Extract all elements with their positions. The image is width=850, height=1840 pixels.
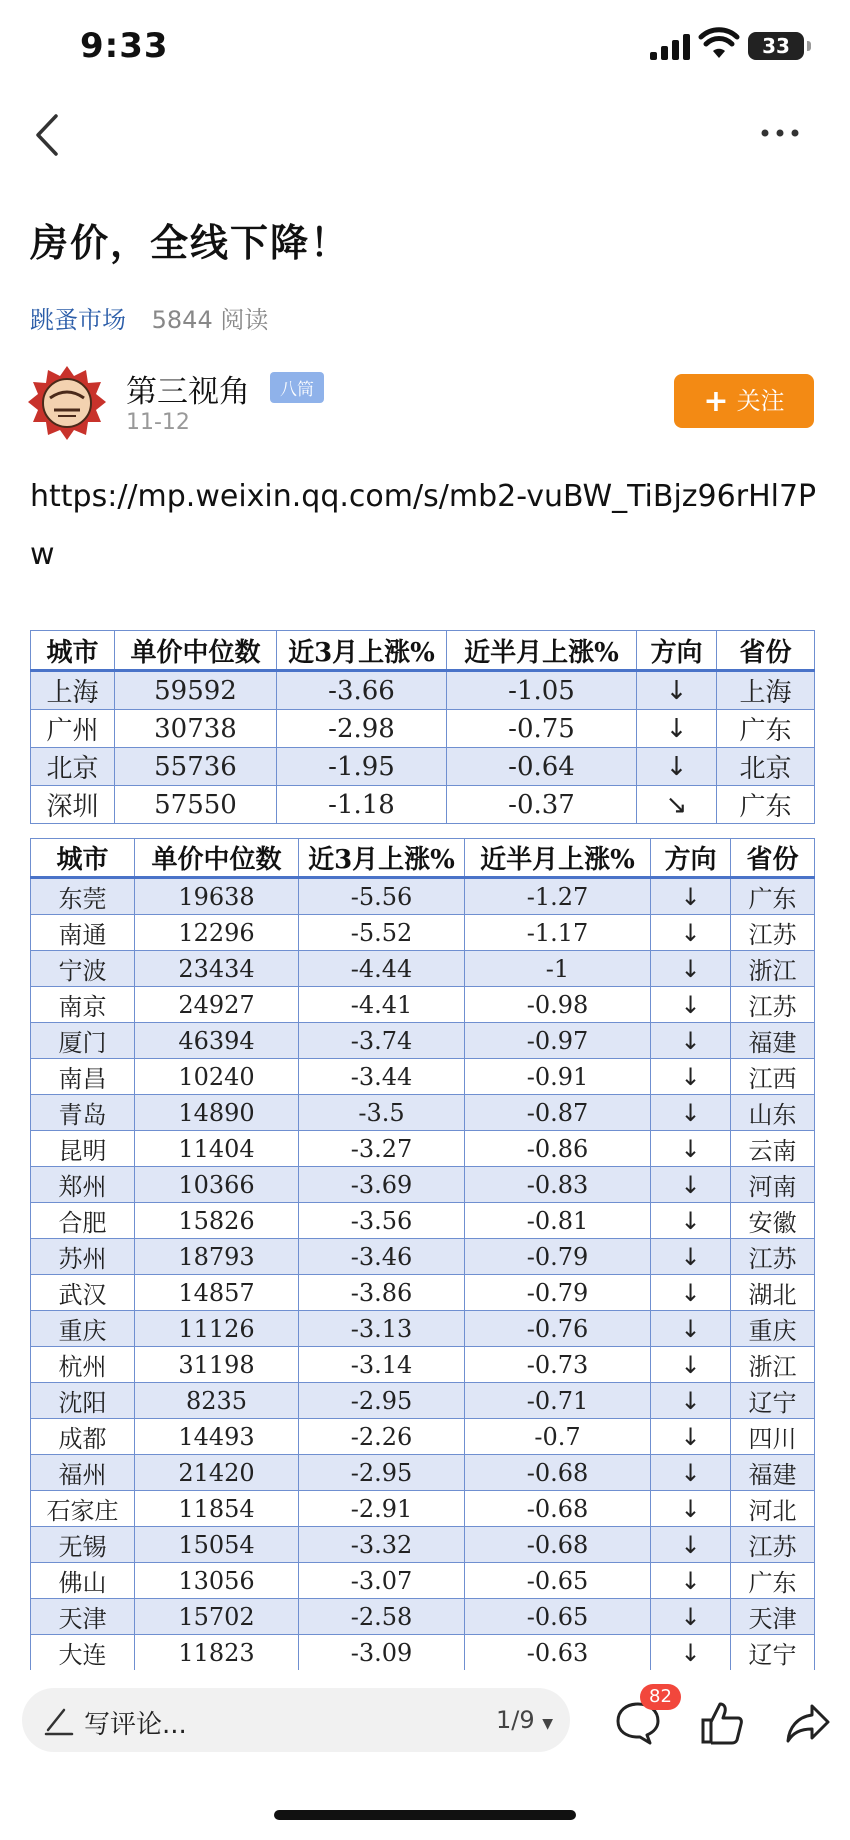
direction-arrow-icon: ↓ [651, 1527, 731, 1563]
table-cell: 南京 [31, 987, 135, 1023]
table-header-cell: 城市 [31, 839, 135, 878]
table-row [31, 1311, 815, 1347]
table-cell: 江苏 [731, 1527, 815, 1563]
table-cell: -2.91 [299, 1491, 465, 1527]
table-cell: -2.98 [277, 710, 447, 748]
table-cell: -0.65 [465, 1563, 651, 1599]
table-row [31, 987, 815, 1023]
table-cell: 无锡 [31, 1527, 135, 1563]
table-cell: -5.56 [299, 878, 465, 915]
table-cell: 河南 [731, 1167, 815, 1203]
table-cell: 青岛 [31, 1095, 135, 1131]
table-cell: 14857 [135, 1275, 299, 1311]
caret-down-icon: ▼ [542, 1716, 554, 1732]
table-row [31, 1203, 815, 1239]
table-cell: -3.09 [299, 1635, 465, 1671]
table-cell: 18793 [135, 1239, 299, 1275]
table-cell: -2.58 [299, 1599, 465, 1635]
table-header-row [31, 839, 815, 878]
table-cell: 广东 [717, 786, 815, 824]
table-row [31, 915, 815, 951]
table-cell: -3.13 [299, 1311, 465, 1347]
direction-arrow-icon: ↓ [651, 987, 731, 1023]
table-cell: 四川 [731, 1419, 815, 1455]
table-header-cell: 方向 [651, 839, 731, 878]
table-cell: 河北 [731, 1491, 815, 1527]
table-cell: 14493 [135, 1419, 299, 1455]
table-cell: -0.65 [465, 1599, 651, 1635]
table-cell: 重庆 [31, 1311, 135, 1347]
direction-arrow-icon: ↓ [651, 1599, 731, 1635]
table-row [31, 1491, 815, 1527]
table-cell: 15702 [135, 1599, 299, 1635]
table-cell: -0.75 [447, 710, 637, 748]
table-row [31, 1383, 815, 1419]
table-cell: 成都 [31, 1419, 135, 1455]
table-row [31, 1527, 815, 1563]
table-cell: 12296 [135, 915, 299, 951]
table-cell: -3.5 [299, 1095, 465, 1131]
table-cell: 15054 [135, 1527, 299, 1563]
table-cell: 福建 [731, 1455, 815, 1491]
table-cell: -3.07 [299, 1563, 465, 1599]
direction-arrow-icon: ↓ [651, 1095, 731, 1131]
table-cell: -0.91 [465, 1059, 651, 1095]
table-cell: 14890 [135, 1095, 299, 1131]
direction-arrow-icon: ↓ [651, 1275, 731, 1311]
table-cell: -2.95 [299, 1455, 465, 1491]
direction-arrow-icon: ↓ [651, 1491, 731, 1527]
table-cell: 广东 [731, 1563, 815, 1599]
table-header-cell: 近3月上涨% [299, 839, 465, 878]
table-cell: -3.27 [299, 1131, 465, 1167]
table-cell: -3.66 [277, 671, 447, 710]
table-row [31, 786, 815, 824]
table-cell: 上海 [717, 671, 815, 710]
like-icon[interactable] [700, 1700, 744, 1746]
table-cell: 深圳 [31, 786, 115, 824]
table-cell: 46394 [135, 1023, 299, 1059]
direction-arrow-icon: ↓ [651, 1419, 731, 1455]
table-header-cell: 近3月上涨% [277, 631, 447, 671]
table-cell: 31198 [135, 1347, 299, 1383]
table-row [31, 1275, 815, 1311]
table-header-cell: 近半月上涨% [447, 631, 637, 671]
table-cell: -0.83 [465, 1167, 651, 1203]
direction-arrow-icon: ↓ [651, 1311, 731, 1347]
table-row [31, 671, 815, 710]
table-cell: 石家庄 [31, 1491, 135, 1527]
article-body-link[interactable]: https://mp.weixin.qq.com/s/mb2-vuBW_TiBjz96rHl7Pw [30, 479, 817, 572]
table-cell: 浙江 [731, 951, 815, 987]
table-cell: 11823 [135, 1635, 299, 1671]
table-cell: 辽宁 [731, 1383, 815, 1419]
table-cell: -0.81 [465, 1203, 651, 1239]
article-source-link[interactable]: 跳蚤市场 [30, 306, 126, 334]
table-row [31, 1239, 815, 1275]
table-cell: -0.97 [465, 1023, 651, 1059]
table-row [31, 1095, 815, 1131]
table-header-cell: 单价中位数 [135, 839, 299, 878]
table-cell: 30738 [115, 710, 277, 748]
table-header-cell: 省份 [731, 839, 815, 878]
table-cell: 江苏 [731, 987, 815, 1023]
table-cell: -5.52 [299, 915, 465, 951]
direction-arrow-icon: ↓ [651, 1203, 731, 1239]
table-cell: 天津 [31, 1599, 135, 1635]
table-cell: 23434 [135, 951, 299, 987]
table-row [31, 1059, 815, 1095]
battery-level: 33 [762, 34, 790, 58]
table-cell: -0.68 [465, 1491, 651, 1527]
table-cell: 广东 [731, 878, 815, 915]
table-cell: -0.98 [465, 987, 651, 1023]
direction-arrow-icon: ↓ [651, 951, 731, 987]
table-header-cell: 近半月上涨% [465, 839, 651, 878]
post-date: 11-12 [126, 410, 190, 435]
table-cell: -0.86 [465, 1131, 651, 1167]
author-badge: 八筒 [270, 372, 324, 403]
table-cell: -0.79 [465, 1239, 651, 1275]
table-cell: 19638 [135, 878, 299, 915]
table-cell: -3.69 [299, 1167, 465, 1203]
comment-count-badge: 82 [640, 1684, 681, 1710]
table-cell: -0.79 [465, 1275, 651, 1311]
plus-icon: + [703, 384, 729, 419]
table-cell: 11854 [135, 1491, 299, 1527]
table-cell: 郑州 [31, 1167, 135, 1203]
article-title: 房价，全线下降！ [30, 221, 351, 265]
table-cell: 大连 [31, 1635, 135, 1671]
direction-arrow-icon: ↓ [651, 1347, 731, 1383]
table-cell: -3.74 [299, 1023, 465, 1059]
table-cell: -0.71 [465, 1383, 651, 1419]
table-cell: -2.26 [299, 1419, 465, 1455]
direction-arrow-icon: ↓ [651, 1023, 731, 1059]
table-cell: -1.17 [465, 915, 651, 951]
direction-arrow-icon: ↓ [651, 1383, 731, 1419]
share-icon[interactable] [784, 1702, 832, 1744]
comment-input[interactable] [22, 1688, 570, 1752]
table-row [31, 1347, 815, 1383]
direction-arrow-icon: ↓ [651, 1167, 731, 1203]
table-cell: 北京 [717, 748, 815, 786]
direction-arrow-icon: ↘ [637, 786, 717, 824]
read-count: 5844 阅读 [151, 306, 269, 334]
bottom-action-bar [0, 1670, 850, 1840]
table-cell: -3.32 [299, 1527, 465, 1563]
table-cell: 57550 [115, 786, 277, 824]
table-cell: 辽宁 [731, 1635, 815, 1671]
table-cell: 11126 [135, 1311, 299, 1347]
image-page-indicator[interactable] [496, 1706, 553, 1734]
table-row [31, 1635, 815, 1671]
direction-arrow-icon: ↓ [651, 1239, 731, 1275]
table-cell: 11404 [135, 1131, 299, 1167]
table-cell: -4.41 [299, 987, 465, 1023]
table-cell: -0.76 [465, 1311, 651, 1347]
table-cell: -0.87 [465, 1095, 651, 1131]
table-header-cell: 省份 [717, 631, 815, 671]
table-cell: -3.86 [299, 1275, 465, 1311]
follow-label: 关注 [736, 387, 785, 415]
table-cell: -1.95 [277, 748, 447, 786]
table-cell: 厦门 [31, 1023, 135, 1059]
table-cell: 浙江 [731, 1347, 815, 1383]
price-table-tier1 [30, 630, 815, 824]
home-indicator [274, 1810, 576, 1820]
table-cell: 天津 [731, 1599, 815, 1635]
table-cell: 东莞 [31, 878, 135, 915]
table-cell: 合肥 [31, 1203, 135, 1239]
table-cell: 24927 [135, 987, 299, 1023]
direction-arrow-icon: ↓ [651, 915, 731, 951]
comment-placeholder: 写评论... [84, 1710, 187, 1740]
table-cell: 21420 [135, 1455, 299, 1491]
table-cell: -1.27 [465, 878, 651, 915]
table-cell: 佛山 [31, 1563, 135, 1599]
page-indicator-text: 1/9 [496, 1706, 535, 1734]
table-cell: 福建 [731, 1023, 815, 1059]
table-cell: 广州 [31, 710, 115, 748]
table-cell: 山东 [731, 1095, 815, 1131]
table-cell: 宁波 [31, 951, 135, 987]
table-cell: 10366 [135, 1167, 299, 1203]
direction-arrow-icon: ↓ [651, 1455, 731, 1491]
table-header-row [31, 631, 815, 671]
table-cell: 55736 [115, 748, 277, 786]
table-cell: -0.7 [465, 1419, 651, 1455]
direction-arrow-icon: ↓ [651, 1635, 731, 1671]
table-cell: 云南 [731, 1131, 815, 1167]
table-cell: 8235 [135, 1383, 299, 1419]
table-header-cell: 方向 [637, 631, 717, 671]
table-row [31, 878, 815, 915]
table-cell: 重庆 [731, 1311, 815, 1347]
table-cell: -0.63 [465, 1635, 651, 1671]
table-row [31, 951, 815, 987]
table-cell: -0.68 [465, 1527, 651, 1563]
direction-arrow-icon: ↓ [637, 710, 717, 748]
table-cell: 广东 [717, 710, 815, 748]
table-cell: -0.73 [465, 1347, 651, 1383]
table-header-cell: 城市 [31, 631, 115, 671]
table-cell: 上海 [31, 671, 115, 710]
table-cell: 北京 [31, 748, 115, 786]
table-row [31, 1167, 815, 1203]
table-cell: 15826 [135, 1203, 299, 1239]
direction-arrow-icon: ↓ [637, 671, 717, 710]
table-cell: -3.56 [299, 1203, 465, 1239]
table-cell: 江苏 [731, 1239, 815, 1275]
direction-arrow-icon: ↓ [651, 1563, 731, 1599]
table-cell: -1.18 [277, 786, 447, 824]
price-table-cities [30, 838, 815, 1707]
table-cell: -0.64 [447, 748, 637, 786]
table-cell: 昆明 [31, 1131, 135, 1167]
table-cell: 南通 [31, 915, 135, 951]
table-cell: -3.14 [299, 1347, 465, 1383]
table-cell: 59592 [115, 671, 277, 710]
table-cell: -0.37 [447, 786, 637, 824]
table-row [31, 1023, 815, 1059]
table-cell: 沈阳 [31, 1383, 135, 1419]
table-cell: 10240 [135, 1059, 299, 1095]
table-row [31, 1131, 815, 1167]
direction-arrow-icon: ↓ [637, 748, 717, 786]
table-cell: 苏州 [31, 1239, 135, 1275]
table-row [31, 1563, 815, 1599]
table-cell: -3.44 [299, 1059, 465, 1095]
table-cell: 13056 [135, 1563, 299, 1599]
direction-arrow-icon: ↓ [651, 878, 731, 915]
table-cell: 安徽 [731, 1203, 815, 1239]
table-cell: 江西 [731, 1059, 815, 1095]
status-time: 9:33 [80, 26, 169, 66]
table-row [31, 748, 815, 786]
table-cell: -2.95 [299, 1383, 465, 1419]
table-cell: 武汉 [31, 1275, 135, 1311]
pen-icon [44, 1704, 74, 1736]
table-row [31, 1419, 815, 1455]
table-row [31, 1599, 815, 1635]
table-header-cell: 单价中位数 [115, 631, 277, 671]
author-name[interactable]: 第三视角 [126, 374, 250, 410]
table-cell: -1 [465, 951, 651, 987]
table-row [31, 1455, 815, 1491]
table-cell: 江苏 [731, 915, 815, 951]
direction-arrow-icon: ↓ [651, 1059, 731, 1095]
table-row [31, 710, 815, 748]
table-cell: -0.68 [465, 1455, 651, 1491]
table-cell: 福州 [31, 1455, 135, 1491]
table-cell: 南昌 [31, 1059, 135, 1095]
direction-arrow-icon: ↓ [651, 1131, 731, 1167]
table-cell: -3.46 [299, 1239, 465, 1275]
table-cell: -1.05 [447, 671, 637, 710]
table-cell: 湖北 [731, 1275, 815, 1311]
table-cell: 杭州 [31, 1347, 135, 1383]
table-cell: -4.44 [299, 951, 465, 987]
